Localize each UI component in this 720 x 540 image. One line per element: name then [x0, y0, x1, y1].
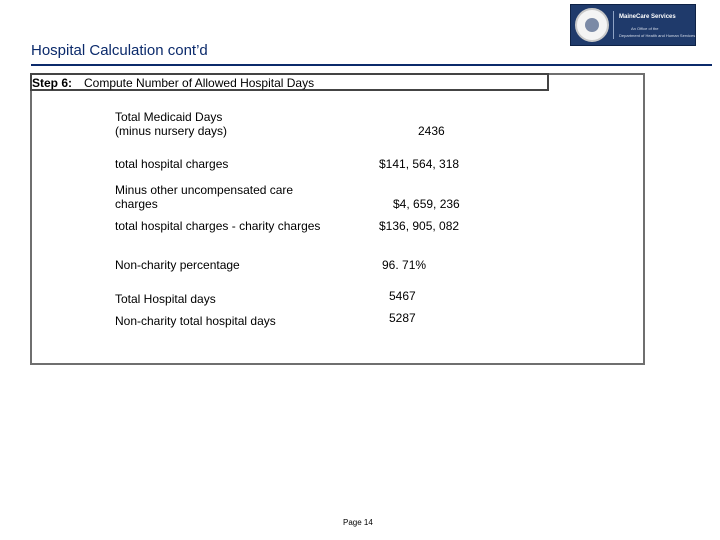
state-seal-icon	[575, 8, 609, 42]
logo-subtitle-text: An Office of the	[631, 26, 659, 31]
row-label-noncharity-percentage: Non-charity percentage	[115, 258, 240, 272]
row-value-total-hospital-days: 5467	[389, 289, 416, 303]
row-label-total-hospital-days: Total Hospital days	[115, 292, 216, 306]
row-label-medicaid-days	[115, 110, 227, 138]
row-label-uncompensated-charges	[115, 183, 293, 211]
row-value-net-charges: $136, 905, 082	[379, 219, 460, 233]
row-label-hospital-charges: total hospital charges	[115, 157, 229, 171]
step-label: Step 6:	[32, 76, 73, 90]
page-number: Page 14	[343, 518, 373, 527]
logo-department-text: Department of Health and Human Services	[619, 33, 696, 38]
logo-brand-text: MaineCare Services	[619, 14, 676, 20]
row-value-noncharity-days: 5287	[389, 311, 416, 325]
row-label-noncharity-days: Non-charity total hospital days	[115, 314, 276, 328]
row-label-line2: (minus nursery days)	[115, 124, 228, 138]
row-label-net-charges: total hospital charges - charity charges	[115, 219, 321, 233]
row-label-line1: Total Medicaid Days	[115, 110, 223, 124]
row-value-uncompensated-charges: $4, 659, 236	[393, 197, 460, 211]
mainecare-logo	[570, 4, 696, 46]
page-title: Hospital Calculation cont’d	[31, 42, 208, 59]
title-rule	[31, 64, 712, 66]
row-value-hospital-charges: $141, 564, 318	[379, 157, 460, 171]
logo-divider	[613, 11, 614, 39]
row-label-line1: Minus other uncompensated care	[115, 183, 294, 197]
row-value-medicaid-days: 2436	[418, 124, 445, 138]
step-description: Compute Number of Allowed Hospital Days	[84, 76, 315, 90]
row-value-noncharity-percentage: 96. 71%	[382, 258, 427, 272]
row-label-line2: charges	[115, 197, 158, 211]
